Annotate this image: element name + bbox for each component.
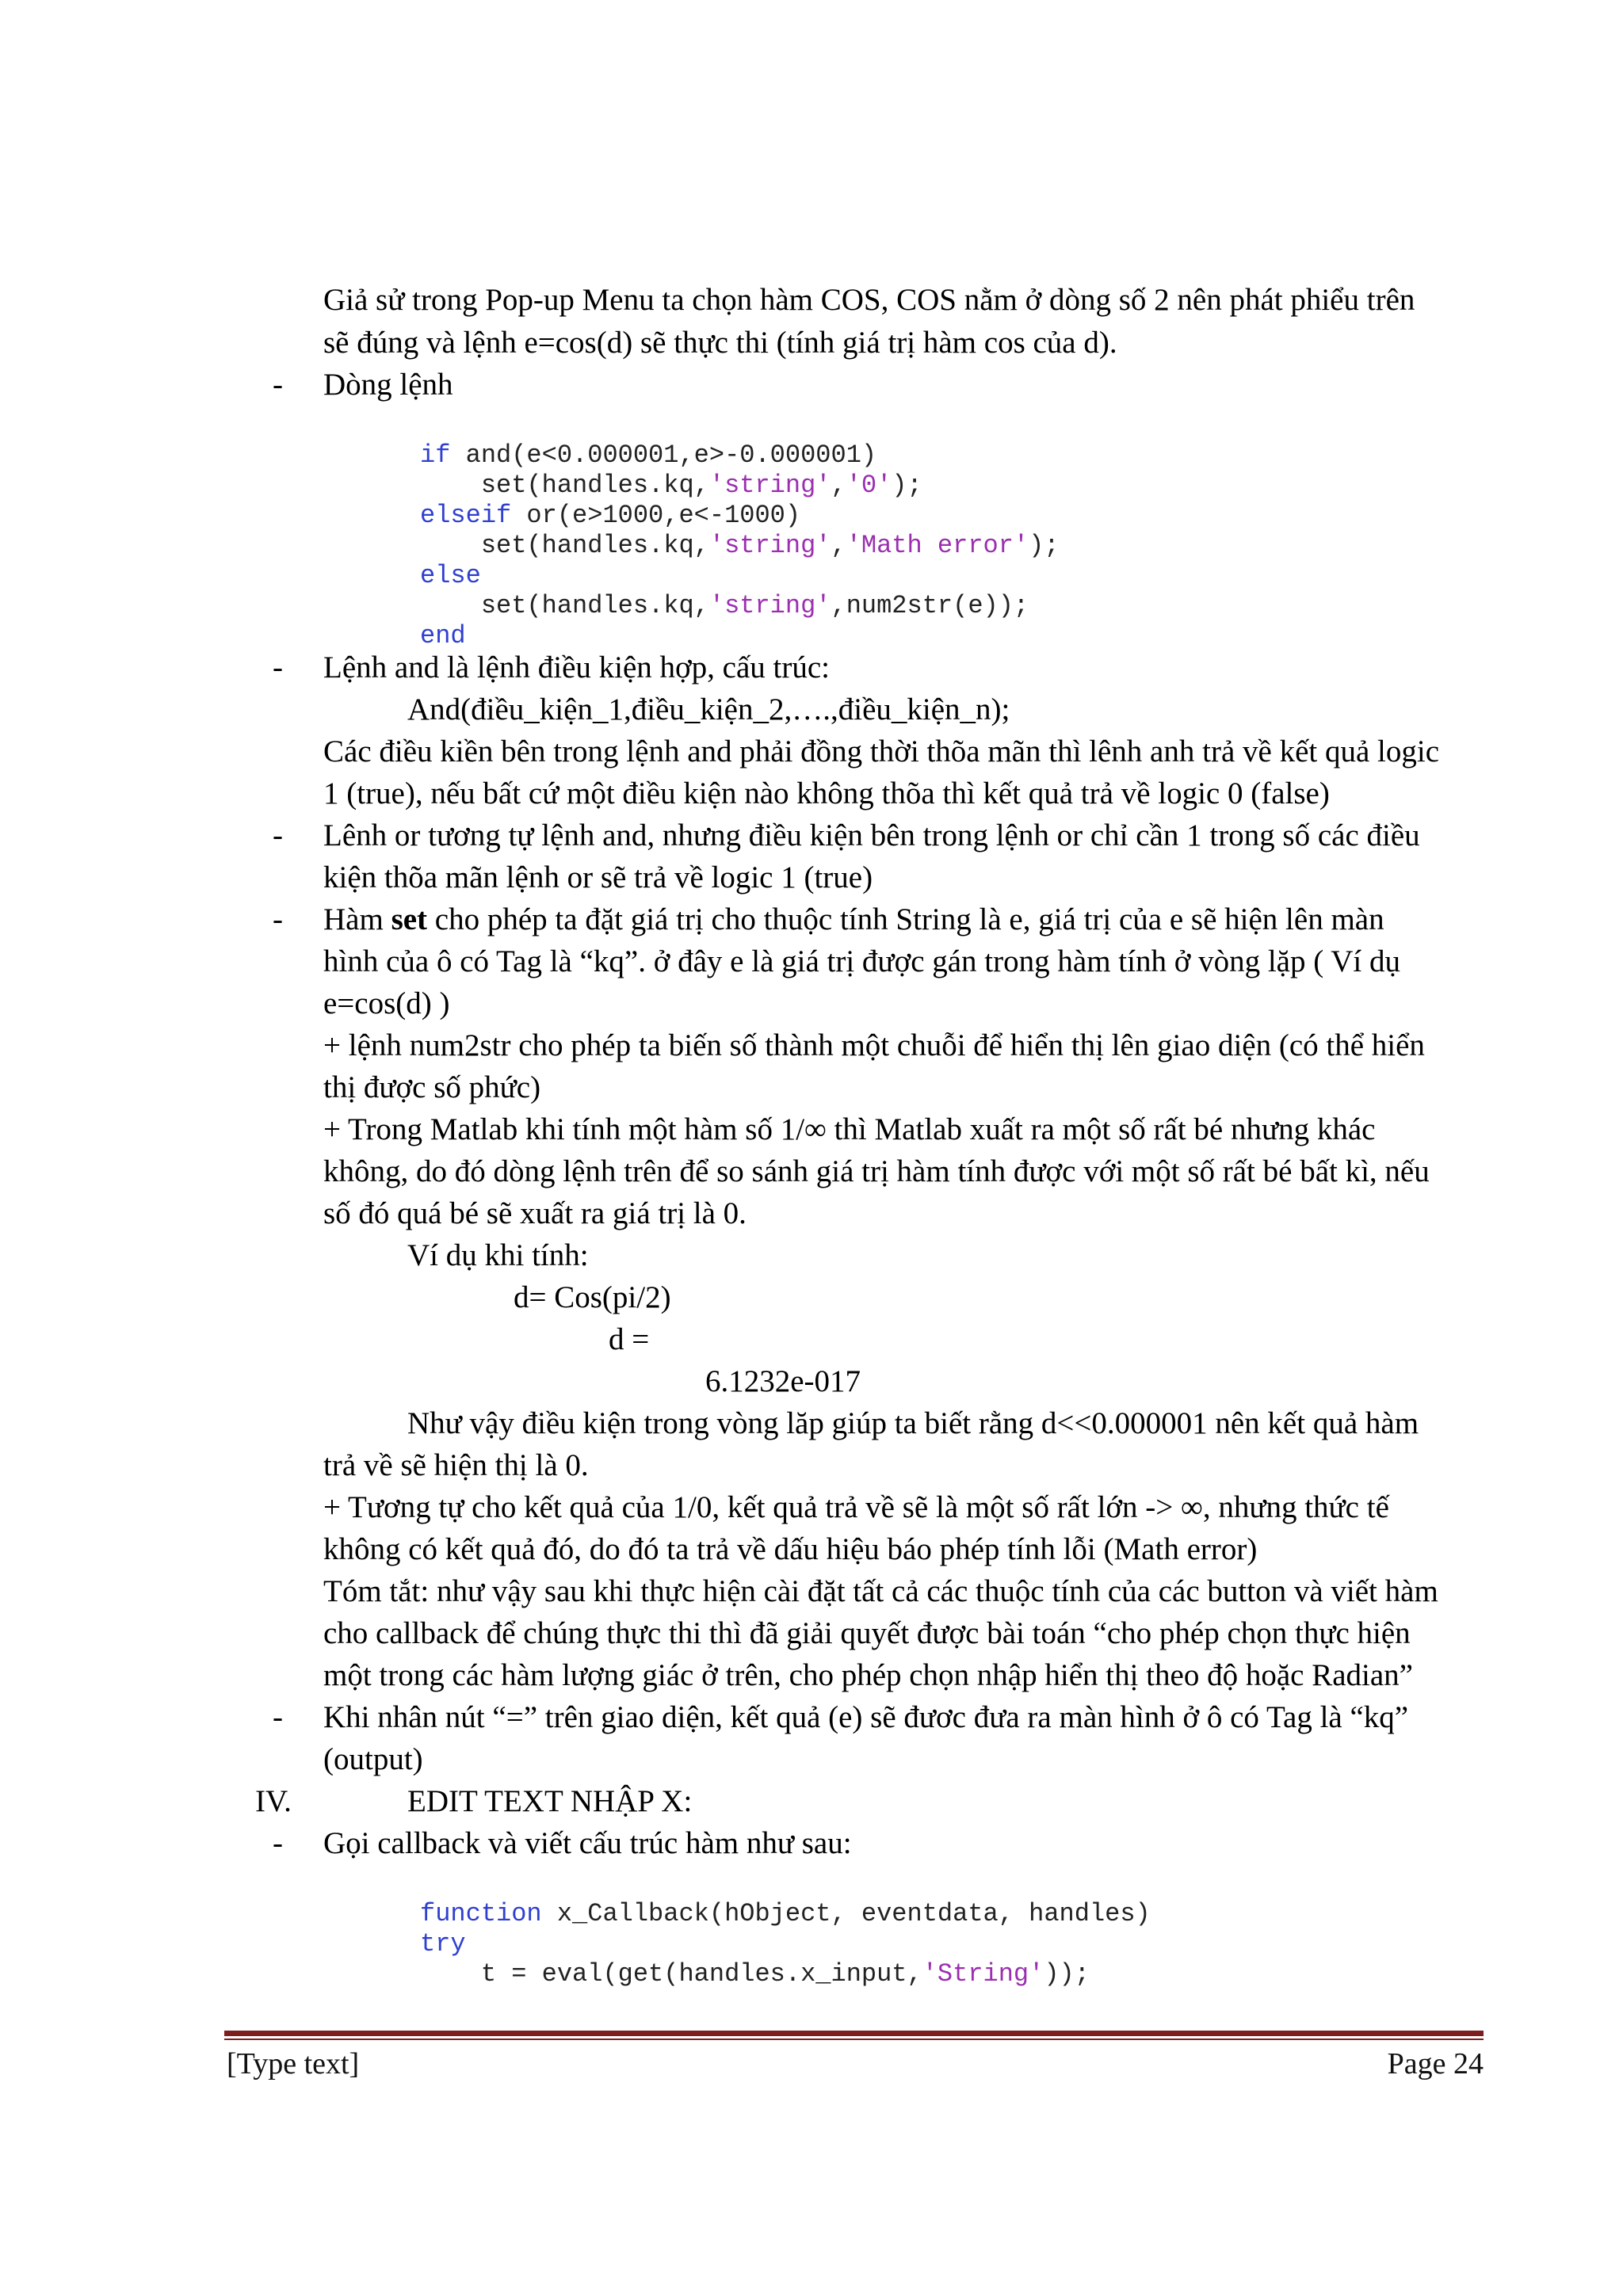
code-text: x_Callback(hObject, eventdata, handles): [541, 1899, 1151, 1928]
code-block-1: [420, 441, 1060, 651]
paragraph-line: Lệnh and là lệnh điều kiện hợp, cấu trúc:: [323, 650, 830, 685]
paragraph-line: số đó quá bé sẽ xuất ra giá trị là 0.: [323, 1196, 747, 1230]
paragraph-line: Gọi callback và viết cấu trúc hàm như sau:: [323, 1826, 852, 1860]
paragraph-line: (output): [323, 1742, 423, 1776]
paragraph-line: + Trong Matlab khi tính một hàm số 1/∞ thì Matlab xuất ra một số rất bé nhưng khác: [323, 1112, 1376, 1146]
paragraph-line: 1 (true), nếu bất cứ một điều kiện nào không thõa thì kết quả trả về logic 0 (false): [323, 776, 1330, 810]
example-line: d =: [609, 1322, 650, 1356]
paragraph-line: sẽ đúng và lệnh e=cos(d) sẽ thực thi (tính giá trị hàm cos của d).: [323, 326, 1117, 360]
code-string: '0': [846, 471, 892, 500]
footer-rule: [224, 2031, 1484, 2036]
footer-left-text: [Type text]: [227, 2047, 360, 2081]
paragraph-line: trả về sẽ hiện thị là 0.: [323, 1448, 589, 1482]
paragraph-line: Như vậy điều kiện trong vòng lăp giúp ta biết rằng d<<0.000001 nên kết quả hàm: [407, 1406, 1419, 1440]
code-text: and(e<0.000001,e>-0.000001): [450, 441, 877, 470]
code-text: ,: [831, 471, 846, 500]
code-text: set(handles.kq,: [420, 531, 709, 560]
paragraph-line: [323, 902, 1384, 937]
code-string: 'string': [708, 471, 831, 500]
paragraph-line: Dòng lệnh: [323, 368, 453, 402]
paragraph-line: + lệnh num2str cho phép ta biến số thành một chuỗi để hiển thị lên giao diện (có thể hiển: [323, 1028, 1425, 1062]
text-run: cho phép ta đặt giá trị cho thuộc tính String là e, giá trị của e sẽ hiện lên màn: [427, 902, 1384, 936]
footer-rule-thin: [224, 2039, 1484, 2040]
section-heading: EDIT TEXT NHẬP X:: [407, 1784, 693, 1818]
code-string: 'string': [708, 591, 831, 620]
code-keyword: else: [420, 561, 481, 590]
paragraph-line: Tóm tắt: như vậy sau khi thực hiện cài đặt tất cả các thuộc tính của các button và viết hàm: [323, 1574, 1438, 1608]
syntax-line: And(điều_kiện_1,điều_kiện_2,….,điều_kiện_n);: [407, 692, 1010, 727]
code-string: 'String': [922, 1959, 1044, 1989]
code-text: or(e>1000,e<-1000): [511, 501, 801, 530]
code-text: );: [892, 471, 922, 500]
code-keyword: elseif: [420, 501, 512, 530]
code-text: );: [1029, 531, 1060, 560]
paragraph-line: kiện thõa mãn lệnh or sẽ trả về logic 1 (true): [323, 860, 873, 894]
code-text: set(handles.kq,: [420, 591, 709, 620]
paragraph-line: không, do đó dòng lệnh trên để so sánh giá trị hàm tính được với một số rất bé bất kì, nếu: [323, 1154, 1430, 1188]
code-string: 'string': [708, 531, 831, 560]
paragraph-line: không có kết quả đó, do đó ta trả về dấu hiệu báo phép tính lỗi (Math error): [323, 1532, 1258, 1566]
bullet-dash: -: [273, 1700, 283, 1734]
bold-term: set: [391, 902, 428, 936]
bullet-dash: -: [273, 650, 283, 685]
footer-page-number: Page 24: [1387, 2047, 1484, 2081]
code-string: 'Math error': [846, 531, 1029, 560]
text-run: Hàm: [323, 902, 391, 936]
code-keyword: try: [420, 1929, 466, 1958]
paragraph-line: + Tương tự cho kết quả của 1/0, kết quả trả về sẽ là một số rất lớn -> ∞, nhưng thức tế: [323, 1490, 1389, 1524]
bullet-dash: -: [273, 902, 283, 936]
example-line: Ví dụ khi tính:: [407, 1238, 589, 1272]
paragraph-line: Giả sử trong Pop-up Menu ta chọn hàm COS, COS nằm ở dòng số 2 nên phát phiểu trên: [323, 283, 1415, 317]
section-number: IV.: [255, 1784, 292, 1818]
code-text: set(handles.kq,: [420, 471, 709, 500]
code-text: ,num2str(e));: [831, 591, 1029, 620]
code-keyword: function: [420, 1899, 542, 1928]
code-block-2: [420, 1899, 1151, 1989]
paragraph-line: Khi nhân nút “=” trên giao diện, kết quả (e) sẽ đươc đưa ra màn hình ở ô có Tag là “kq”: [323, 1700, 1409, 1734]
code-text: ));: [1044, 1959, 1090, 1989]
code-text: ,: [831, 531, 846, 560]
paragraph-line: cho callback để chúng thực thi thì đã giải quyết được bài toán “cho phép chọn thực hiện: [323, 1616, 1411, 1650]
code-text: t = eval(get(handles.x_input,: [420, 1959, 922, 1989]
paragraph-line: thị được số phức): [323, 1070, 541, 1104]
example-value: 6.1232e-017: [705, 1364, 861, 1398]
paragraph-line: hình của ô có Tag là “kq”. ở đây e là giá trị được gán trong hàm tính ở vòng lặp ( Ví dụ: [323, 944, 1401, 978]
code-keyword: if: [420, 441, 451, 470]
code-keyword: end: [420, 621, 466, 650]
bullet-dash: -: [273, 818, 283, 852]
bullet-dash: -: [273, 368, 283, 402]
bullet-dash: -: [273, 1826, 283, 1860]
paragraph-line: Các điều kiền bên trong lệnh and phải đồng thời thõa mãn thì lênh anh trả về kết quả logic: [323, 734, 1439, 769]
paragraph-line: Lênh or tương tự lệnh and, nhưng điều kiện bên trong lệnh or chỉ cần 1 trong số các điều: [323, 818, 1420, 852]
paragraph-line: e=cos(d) ): [323, 986, 450, 1020]
example-line: d= Cos(pi/2): [514, 1280, 671, 1314]
paragraph-line: một trong các hàm lượng giác ở trên, cho phép chọn nhập hiển thị theo độ hoặc Radian”: [323, 1658, 1413, 1692]
